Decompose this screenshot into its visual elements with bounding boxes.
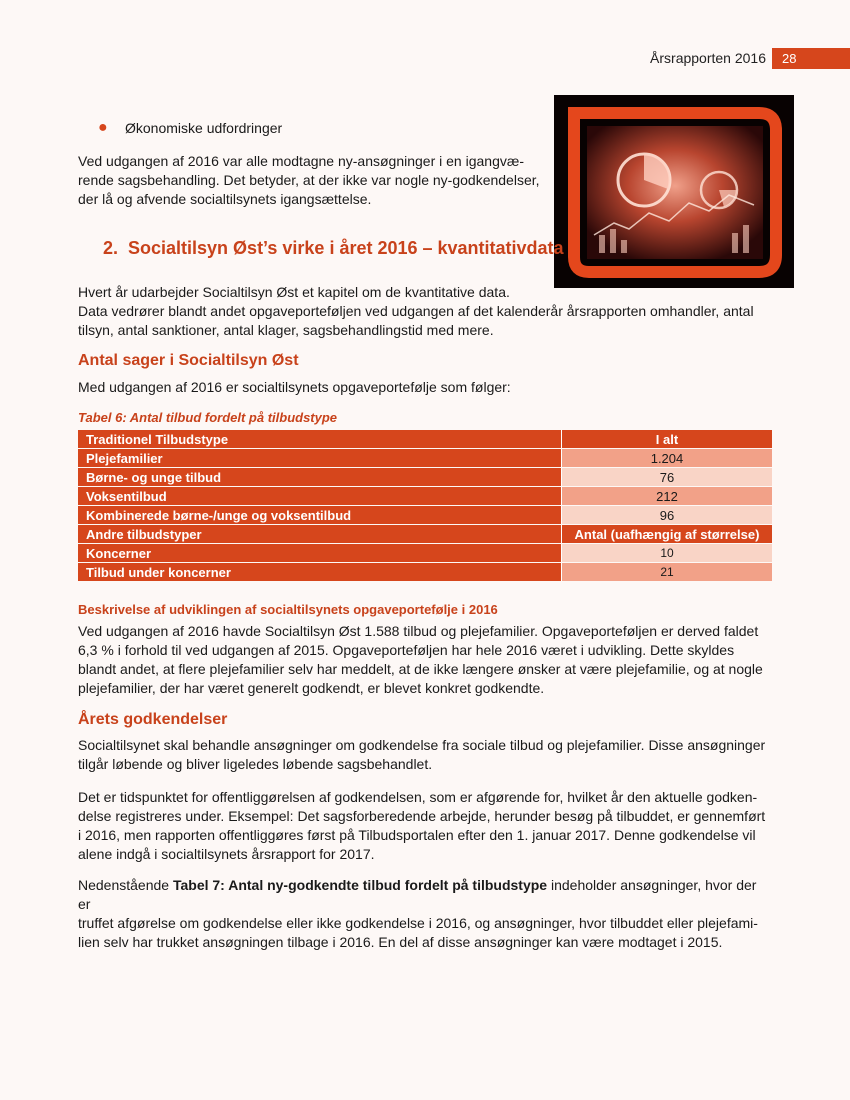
row-value: 10 — [562, 544, 772, 562]
table-row — [78, 468, 772, 486]
text-line: delse registreres under. Eksempel: Det sagsforberedende arbejde, herunder besøg på tilbuddet, er gennemført — [78, 808, 766, 824]
intro-paragraph — [78, 152, 548, 209]
header-cell: I alt — [562, 430, 772, 448]
text-line: lien selv har trukket ansøgningen tilbage i 2016. En del af disse ansøgninger kan være modtaget i 2015. — [78, 934, 723, 950]
row-label: Tilbud under koncerner — [78, 563, 562, 581]
text-line: Det er tidspunktet for offentliggørelsen af godkendelsen, som er afgørende for, hvilket år den aktuelle godken- — [78, 789, 758, 805]
section-heading — [103, 238, 564, 259]
text-line: 6,3 % i forhold til ved udgangen af 2015. Opgaveporteføljen har hele 2016 været i udvikling. Dette skyldes — [78, 642, 735, 658]
subsection-heading-antal-sager: Antal sager i Socialtilsyn Øst — [78, 352, 299, 369]
table-header-row — [78, 525, 772, 543]
text-line: der lå og afvende socialtilsynets igangsættelse. — [78, 191, 372, 207]
row-label: Koncerner — [78, 544, 562, 562]
beskrivelse-heading: Beskrivelse af udviklingen af socialtilsynets opgaveportefølje i 2016 — [78, 602, 498, 617]
text-line: i 2016, men rapporten offentliggøres først på Tilbudsportalen efter den 1. januar 2017. Denne godkendelse vil — [78, 827, 756, 843]
text-line: alene indgå i socialtilsynets årsrapport for 2017. — [78, 846, 375, 862]
text-line: Hvert år udarbejder Socialtilsyn Øst et kapitel om de kvantitative data. — [78, 284, 510, 300]
text-line: Data vedrører blandt andet opgaveporteføljen ved udgangen af det kalenderår årsrapporten omhandler, antal — [78, 303, 754, 319]
row-label: Børne- og unge tilbud — [78, 468, 562, 486]
header-cell: Antal (uafhængig af størrelse) — [562, 525, 772, 543]
godkendelser-paragraph-1 — [78, 736, 772, 774]
row-label: Voksentilbud — [78, 487, 562, 505]
row-value: 96 — [562, 506, 772, 524]
table-tilbud — [78, 429, 772, 582]
row-label: Plejefamilier — [78, 449, 562, 467]
header-cell: Traditionel Tilbudstype — [78, 430, 562, 448]
data-chart-photo-graphic — [554, 95, 794, 288]
data-chart-photo — [554, 95, 794, 288]
text-span: Nedenstående — [78, 877, 173, 893]
subsection-heading-godkendelser: Årets godkendelser — [78, 711, 228, 728]
text-line: Ved udgangen af 2016 var alle modtagne ny-ansøgninger i en igangvæ- — [78, 153, 524, 169]
table-row — [78, 544, 772, 562]
table-row — [78, 487, 772, 505]
section-title: Socialtilsyn Øst’s virke i året 2016 – kvantitativdata — [128, 238, 564, 258]
table-row — [78, 563, 772, 581]
row-label: Kombinerede børne-/unge og voksentilbud — [78, 506, 562, 524]
table-reference: Tabel 7: Antal ny-godkendte tilbud fordelt på tilbudstype — [172, 877, 548, 893]
text-line: truffet afgørelse om godkendelse eller ikke godkendelse i 2016, og ansøgninger, hvor tilbuddet eller plejefami- — [78, 915, 758, 931]
bullet-dot-icon: ● — [98, 119, 108, 136]
table-header-row — [78, 430, 772, 448]
antal-sager-text: Med udgangen af 2016 er socialtilsynets opgaveportefølje som følger: — [78, 379, 511, 395]
running-header: Årsrapporten 2016 — [650, 50, 766, 66]
row-value: 1.204 — [562, 449, 772, 467]
page-number: 28 — [772, 48, 850, 69]
godkendelser-paragraph-2 — [78, 788, 772, 864]
row-value: 212 — [562, 487, 772, 505]
bullet-item — [98, 119, 282, 137]
text-line — [78, 876, 772, 914]
text-line: rende sagsbehandling. Det betyder, at der ikke var nogle ny-godkendelser, — [78, 172, 540, 188]
godkendelser-paragraph-3 — [78, 876, 772, 952]
bullet-text: Økonomiske udfordringer — [125, 120, 283, 136]
section-intro-paragraph — [78, 283, 772, 340]
beskrivelse-paragraph — [78, 622, 772, 698]
text-line: tilgår løbende og bliver ligeledes løbende sagsbehandlet. — [78, 756, 433, 772]
table-row — [78, 506, 772, 524]
text-line: tilsyn, antal sanktioner, antal klager, sagsbehandlingstid med mere. — [78, 322, 494, 338]
text-line: plejefamilier, der har været generelt godkendt, er blevet konkret godkendte. — [78, 680, 545, 696]
text-line: blandt andet, at flere plejefamilier selv har meddelt, at de ikke længere ønsker at være plejefamilie, og at nogle — [78, 661, 763, 677]
text-span: indeholder ansøgninger, hvor der er — [78, 877, 757, 912]
header-cell: Andre tilbudstyper — [78, 525, 562, 543]
table-caption: Tabel 6: Antal tilbud fordelt på tilbudstype — [78, 410, 338, 425]
row-value: 76 — [562, 468, 772, 486]
section-number: 2. — [103, 238, 119, 258]
text-line: Ved udgangen af 2016 havde Socialtilsyn Øst 1.588 tilbud og plejefamilier. Opgaveporteføljen er derved faldet — [78, 623, 759, 639]
text-line: Socialtilsynet skal behandle ansøgninger om godkendelse fra sociale tilbud og plejefamilier. Disse ansøgninger — [78, 737, 766, 753]
row-value: 21 — [562, 563, 772, 581]
table-row — [78, 449, 772, 467]
